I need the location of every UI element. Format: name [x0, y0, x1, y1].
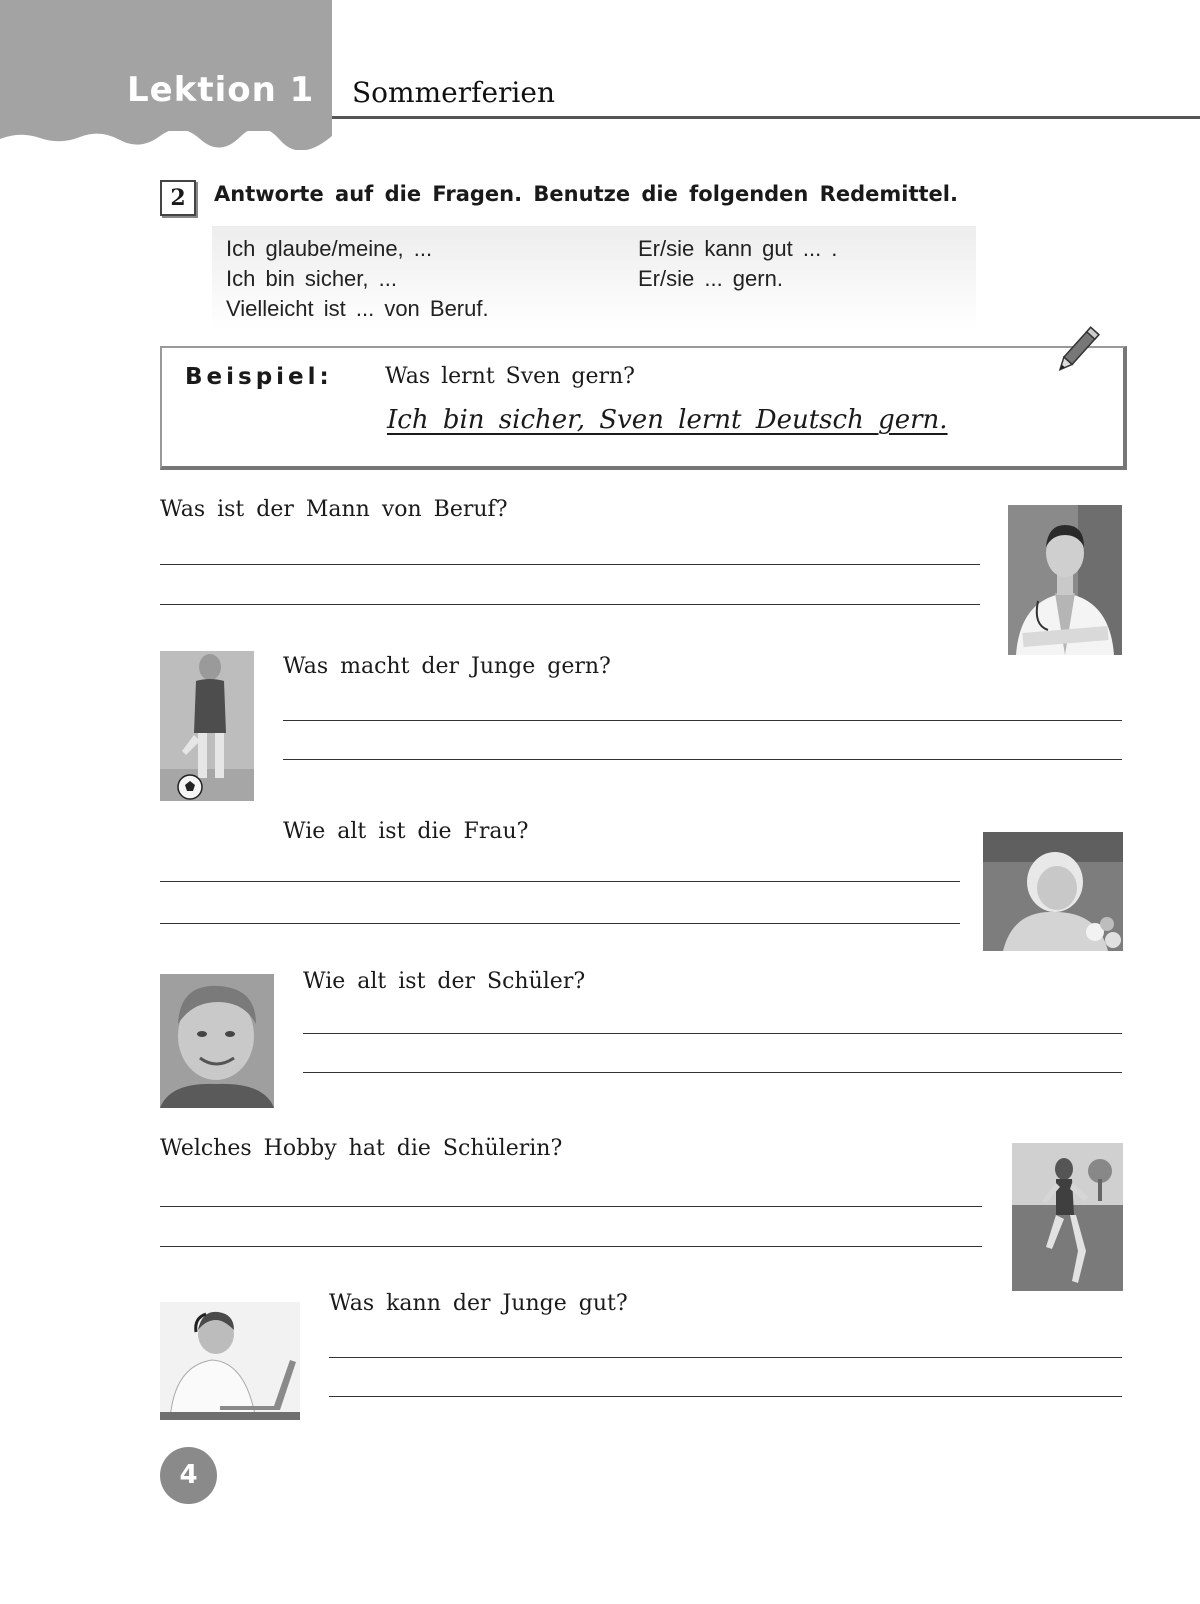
question-text: Was kann der Junge gut? [329, 1291, 628, 1316]
answer-line[interactable] [160, 881, 960, 882]
example-question: Was lernt Sven gern? [385, 364, 635, 389]
phrase-item: Ich bin sicher, ... [226, 266, 397, 291]
phrase-item: Ich glaube/meine, ... [226, 236, 433, 261]
phrase-item: Er/sie ... gern. [638, 266, 783, 291]
answer-line[interactable] [329, 1357, 1122, 1358]
running-girl-photo [1012, 1143, 1123, 1291]
page-number: 4 [160, 1447, 217, 1504]
question-text: Welches Hobby hat die Schülerin? [160, 1136, 563, 1161]
answer-line[interactable] [160, 1206, 982, 1207]
question-text: Was macht der Junge gern? [283, 654, 611, 679]
laptop-boy-photo [160, 1302, 300, 1420]
task-instruction: Antworte auf die Fragen. Benutze die folgenden Redemittel. [214, 182, 958, 206]
answer-line[interactable] [303, 1072, 1122, 1073]
header-rule [332, 116, 1200, 119]
phrase-item: Er/sie kann gut ... . [638, 236, 838, 261]
doctor-photo [1008, 505, 1122, 655]
answer-line[interactable] [160, 564, 980, 565]
question-text: Wie alt ist der Schüler? [303, 969, 586, 994]
football-boy-photo [160, 651, 254, 801]
schoolboy-photo [160, 974, 274, 1108]
example-answer: Ich bin sicher, Sven lernt Deutsch gern. [387, 405, 948, 435]
question-text: Wie alt ist die Frau? [283, 819, 529, 844]
answer-line[interactable] [160, 1246, 982, 1247]
answer-line[interactable] [160, 923, 960, 924]
old-woman-photo [983, 832, 1123, 951]
answer-line[interactable] [283, 759, 1122, 760]
answer-line[interactable] [283, 720, 1122, 721]
question-text: Was ist der Mann von Beruf? [160, 497, 508, 522]
answer-line[interactable] [303, 1033, 1122, 1034]
task-number: 2 [160, 180, 196, 216]
answer-line[interactable] [329, 1396, 1122, 1397]
answer-line[interactable] [160, 604, 980, 605]
topic-title: Sommerferien [352, 76, 555, 109]
example-label: Beispiel: [185, 364, 333, 390]
lesson-label: Lektion 1 [127, 70, 315, 110]
pencil-icon [1052, 322, 1102, 382]
phrase-item: Vielleicht ist ... von Beruf. [226, 296, 489, 321]
